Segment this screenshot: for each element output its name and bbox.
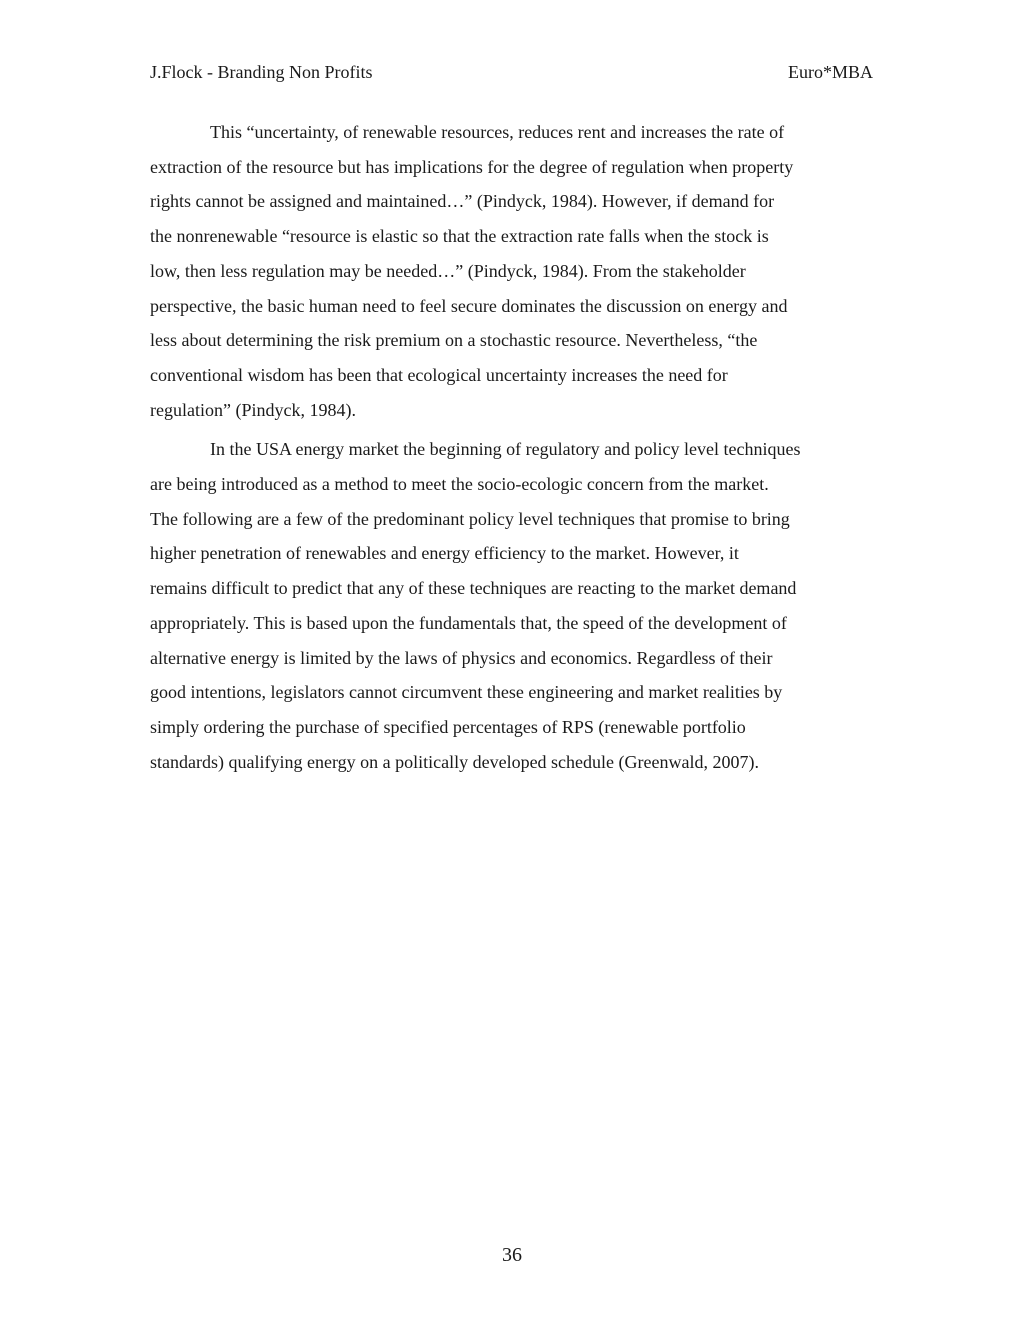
running-header-program: Euro*MBA [788,62,873,82]
paragraph-usa-energy-market: In the USA energy market the beginning of regulatory and policy level techniques are being introduced as a method to meet the socio-ecologic concern from the market. The following are a few of the predominant policy level techniques that promise to bring higher penetration of renewables and energy efficiency to the market. However, it remains difficult to predict that any of these techniques are reacting to the market demand appropriately. This is based upon the fundamentals that, the speed of the development of alternative energy is limited by the laws of physics and economics. Regardless of their good intentions, legislators cannot circumvent these engineering and market realities by simply ordering the purchase of specified percentages of RPS (renewable portfolio standards) qualifying energy on a politically developed schedule (Greenwald, 2007). [150,439,801,772]
page-number: 36 [502,1244,522,1266]
body-text [150,115,878,779]
paragraph-uncertainty: This “uncertainty, of renewable resources, reduces rent and increases the rate of extraction of the resource but has implications for the degree of regulation when property rights cannot be assigned and maintained…” (Pindyck, 1984). However, if demand for the nonrenewable “resource is elastic so that the extraction rate falls when the stock is low, then less regulation may be needed…” (Pindyck, 1984). From the stakeholder perspective, the basic human need to feel secure dominates the discussion on energy and less about determining the risk premium on a stochastic resource. Nevertheless, “the conventional wisdom has been that ecological uncertainty increases the need for regulation” (Pindyck, 1984). [150,122,794,420]
running-header-title: J.Flock - Branding Non Profits [150,62,373,82]
